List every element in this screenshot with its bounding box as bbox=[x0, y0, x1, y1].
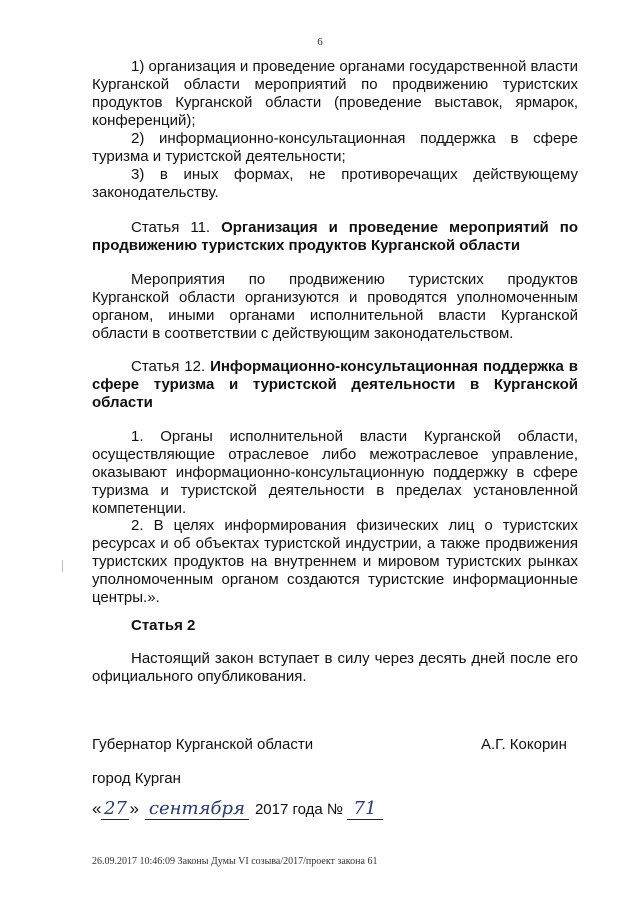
date-day: 27 bbox=[101, 798, 129, 820]
article11-text: Мероприятия по продвижению туристских продуктов Курганской области организуются и проводятся уполномоченным органом, иными органами исполнительной власти Курганской области в соответствии с действующим законодательством. bbox=[92, 271, 578, 342]
article12-item-2: 2. В целях информирования физических лиц о туристских ресурсах и об объектах туристской индустрии, а также продвижения туристских продуктов на внутреннем и мировом туристских рынках уполномоченным органом создаются туристские информационные центры.». bbox=[92, 517, 578, 606]
article12-title: Информационно-консультационная поддержка в сфере туризма и туристской деятельности в Курганской области bbox=[92, 358, 578, 411]
margin-mark bbox=[62, 560, 63, 572]
date-close-quote: » bbox=[129, 799, 139, 818]
footer-note: 26.09.2017 10:46:09 Законы Думы VI созыва/2017/проект закона 61 bbox=[92, 856, 378, 867]
intro-item-3: 3) в иных формах, не противоречащих действующему законодательству. bbox=[92, 166, 578, 201]
article2-text: Настоящий закон вступает в силу через десять дней после его официального опубликования. bbox=[92, 650, 578, 685]
date-number: 71 bbox=[347, 798, 383, 820]
article11-label: Статья 11. bbox=[131, 219, 211, 236]
date-line bbox=[92, 798, 383, 820]
article12-heading bbox=[92, 358, 578, 412]
article2-heading: Статья 2 bbox=[131, 617, 196, 634]
page-number: 6 bbox=[317, 36, 323, 48]
city-line: город Курган bbox=[92, 770, 181, 787]
signature-position: Губернатор Курганской области bbox=[92, 736, 314, 753]
article11-title: Организация и проведение мероприятий по продвижению туристских продуктов Курганской области bbox=[92, 219, 578, 254]
article12-label: Статья 12. bbox=[131, 358, 206, 375]
article11-heading bbox=[92, 219, 578, 255]
intro-item-1: 1) организация и проведение органами государственной власти Курганской области мероприятий по продвижению туристских продуктов Курганской области (проведение выставок, ярмарок, конференций); bbox=[92, 58, 578, 129]
intro-item-2: 2) информационно-консультационная поддержка в сфере туризма и туристской деятельности; bbox=[92, 130, 578, 165]
date-open-quote: « bbox=[92, 799, 102, 818]
date-month: сентября bbox=[145, 798, 249, 820]
signature-name: А.Г. Кокорин bbox=[481, 736, 567, 753]
article12-item-1: 1. Органы исполнительной власти Курганской области, осуществляющие отраслевое либо межотраслевое управление, оказывают информационно-консультационную поддержку в сфере туризма и туристской деятельности в пределах установленной компетенции. bbox=[92, 428, 578, 517]
date-year-text: 2017 года № bbox=[254, 801, 343, 818]
